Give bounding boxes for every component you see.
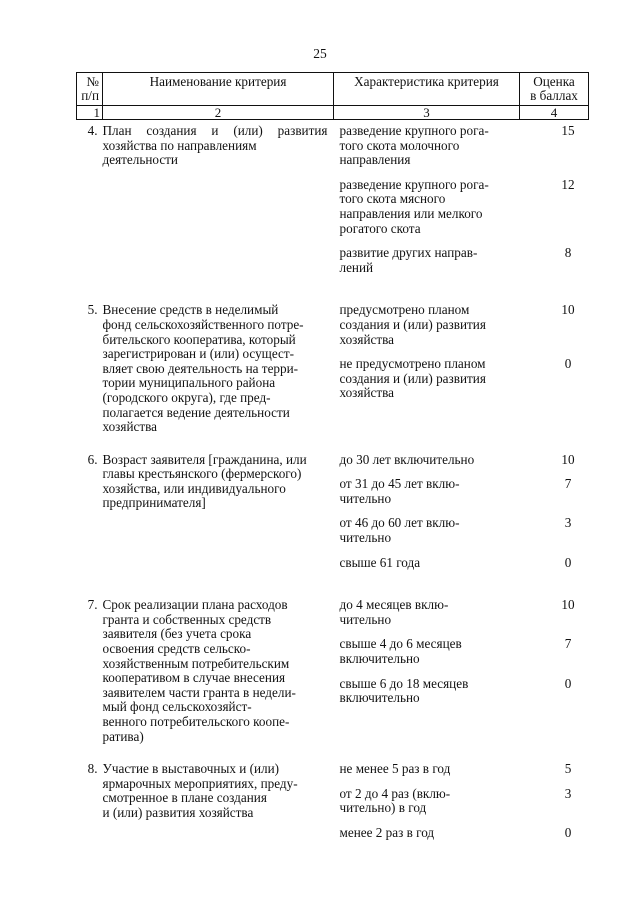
score-text: 5	[564, 761, 572, 777]
score-value	[548, 357, 589, 401]
score-text: 7	[564, 476, 572, 492]
criterion-name-line: и (или) развития хозяйства	[102, 804, 254, 820]
score-text: 3	[564, 515, 572, 531]
characteristic-line: создания и (или) развития	[339, 370, 486, 386]
criterion-characteristics	[334, 299, 520, 448]
criterion-characteristics	[334, 758, 520, 864]
criterion-name-line: бительского кооператива, который	[102, 331, 296, 347]
criterion-number: 5.	[87, 302, 98, 318]
header-score	[520, 73, 589, 106]
header-criterion-characteristic: Характеристика критерия	[334, 73, 520, 106]
header-criterion-name: Наименование критерия	[103, 73, 334, 106]
characteristic-line: направления или мелкого	[339, 205, 483, 221]
criterion-name-line: кооперативом в случае внесения	[102, 670, 286, 686]
criterion-characteristics	[334, 120, 520, 300]
score-text: 10	[561, 302, 575, 318]
score-value	[548, 762, 589, 777]
criterion-name-line: вляет свою деятельность на терри-	[102, 360, 299, 376]
column-number: 4	[520, 106, 589, 120]
score-value	[548, 637, 589, 666]
score-value	[548, 178, 589, 236]
criteria-table	[76, 72, 589, 865]
score-text: 15	[561, 123, 575, 138]
criterion-name-line: ярмарочных мероприятиях, преду-	[102, 775, 298, 791]
criterion-name-line: хозяйственным потребительским	[102, 655, 290, 671]
characteristic-line: свыше 61 года	[339, 554, 421, 570]
criterion-number: 8.	[87, 761, 98, 777]
characteristic-line: до 4 месяцев вклю-	[339, 597, 449, 613]
criterion-number: 7.	[87, 597, 98, 613]
characteristic-option	[340, 637, 516, 666]
criterion-scores	[520, 758, 589, 864]
page-number: 25	[313, 46, 327, 61]
criterion-name-line: заявителем части гранта в недели-	[102, 684, 296, 700]
table-row	[77, 299, 589, 448]
characteristic-option	[340, 556, 516, 571]
header-score-line2: в баллах	[530, 88, 578, 103]
criterion-name-line: заявителя (без учета срока	[102, 626, 252, 642]
criterion-scores	[520, 120, 589, 300]
criterion-name-line: Срок реализации плана расходов	[102, 597, 288, 613]
characteristic-line: разведение крупного рога-	[339, 176, 489, 192]
characteristic-line: от 2 до 4 раз (вклю-	[339, 785, 451, 801]
score-value	[548, 246, 589, 275]
characteristic-line: от 31 до 45 лет вклю-	[339, 476, 460, 492]
characteristic-option	[340, 516, 516, 545]
characteristic-option	[340, 762, 516, 777]
characteristic-line: свыше 4 до 6 месяцев	[339, 636, 462, 652]
score-text: 0	[564, 554, 572, 570]
characteristic-line: чительно	[339, 530, 392, 546]
criterion-name	[103, 449, 334, 595]
criterion-name-line: полагается ведение деятельности	[102, 404, 290, 420]
characteristic-line: направления	[339, 152, 411, 168]
characteristic-line: включительно	[339, 651, 420, 667]
table-row	[77, 449, 589, 595]
criterion-name	[103, 594, 334, 758]
characteristic-line: создания и (или) развития	[339, 316, 486, 332]
score-value	[548, 303, 589, 347]
characteristic-line: чительно	[339, 490, 392, 506]
criterion-name-line: деятельности	[102, 152, 178, 168]
characteristic-option	[340, 677, 516, 706]
score-text: 0	[564, 824, 572, 840]
criterion-name	[103, 299, 334, 448]
characteristic-line: не менее 5 раз в год	[339, 761, 451, 777]
column-number-row	[77, 106, 589, 120]
criterion-name-line: мый фонд сельскохозяйст-	[102, 699, 252, 715]
criterion-name-line: тории муниципального района	[102, 375, 276, 391]
criterion-name-line: венного потребительского коопе-	[102, 714, 290, 729]
criteria-rows	[77, 120, 589, 865]
score-value	[548, 677, 589, 706]
criterion-name	[103, 120, 334, 300]
criterion-name-line: гранта и собственных средств	[102, 611, 272, 627]
characteristic-line: от 46 до 60 лет вклю-	[339, 515, 460, 531]
table-row	[77, 758, 589, 864]
criterion-characteristics	[334, 594, 520, 758]
characteristic-option	[340, 787, 516, 816]
score-value	[548, 124, 589, 168]
characteristic-line: менее 2 раз в год	[339, 824, 435, 840]
score-text: 10	[561, 451, 575, 467]
characteristic-option	[340, 246, 516, 275]
characteristic-option	[340, 124, 516, 168]
criterion-name-line: фонд сельскохозяйственного потре-	[102, 316, 304, 332]
score-value	[548, 787, 589, 816]
criterion-name-line: предпринимателя]	[102, 495, 206, 511]
characteristic-option	[340, 826, 516, 841]
criterion-name-line: хозяйства	[102, 419, 158, 435]
criterion-characteristics	[334, 449, 520, 595]
score-text: 8	[564, 245, 572, 261]
criterion-name-line: План создания и (или) развития хозяйства по направлениям	[102, 123, 328, 153]
characteristic-line: чительно	[339, 611, 392, 627]
score-value	[548, 516, 589, 545]
characteristic-line: лений	[339, 259, 374, 275]
score-text: 10	[561, 597, 575, 613]
table-header-row	[77, 73, 589, 106]
criterion-scores	[520, 594, 589, 758]
table-row	[77, 594, 589, 758]
criterion-number: 4.	[87, 123, 98, 138]
criterion-name-line: Возраст заявителя [гражданина, или	[102, 451, 307, 467]
characteristic-line: хозяйства	[339, 385, 395, 401]
header-score-line1: Оценка	[533, 74, 575, 89]
characteristic-line: того скота молочного	[339, 137, 460, 153]
criterion-name	[103, 758, 334, 864]
column-number: 2	[103, 106, 334, 120]
criterion-name-line: хозяйства, или индивидуального	[102, 480, 286, 496]
characteristic-option	[340, 453, 516, 468]
score-text: 0	[564, 356, 572, 372]
criterion-name-line: (городского округа), где пред-	[102, 389, 271, 405]
characteristic-option	[340, 178, 516, 236]
criterion-scores	[520, 449, 589, 595]
score-text: 7	[564, 636, 572, 652]
score-value	[548, 477, 589, 506]
characteristic-line: чительно) в год	[339, 800, 427, 816]
characteristic-option	[340, 303, 516, 347]
score-value	[548, 556, 589, 571]
score-value	[548, 453, 589, 468]
criterion-scores	[520, 299, 589, 448]
score-text: 12	[561, 176, 575, 192]
table-row	[77, 120, 589, 300]
criterion-name-line: смотренное в плане создания	[102, 790, 267, 806]
score-value	[548, 598, 589, 627]
characteristic-line: включительно	[339, 690, 420, 706]
header-number	[77, 73, 103, 106]
characteristic-line: до 30 лет включительно	[339, 451, 475, 467]
characteristic-option	[340, 477, 516, 506]
column-number: 3	[334, 106, 520, 120]
characteristic-option	[340, 357, 516, 401]
characteristic-line: хозяйства	[339, 331, 395, 347]
characteristic-option	[340, 598, 516, 627]
criterion-name-line: зарегистрирован и (или) осущест-	[102, 346, 295, 362]
column-number: 1	[77, 106, 103, 120]
criterion-number: 6.	[87, 451, 98, 467]
criterion-name-line: Участие в выставочных и (или)	[102, 761, 280, 777]
characteristic-line: рогатого скота	[339, 220, 421, 236]
characteristic-line: предусмотрено планом	[339, 302, 470, 318]
header-number-line1: №	[86, 74, 99, 89]
score-text: 3	[564, 785, 572, 801]
criterion-name-line: Внесение средств в неделимый	[102, 302, 279, 318]
score-value	[548, 826, 589, 841]
score-text: 0	[564, 675, 572, 691]
criterion-name-line: ратива)	[102, 728, 144, 744]
characteristic-line: свыше 6 до 18 месяцев	[339, 675, 469, 691]
characteristic-line: того скота мясного	[339, 191, 446, 207]
criterion-name-line: главы крестьянского (фермерского)	[102, 466, 302, 482]
characteristic-line: разведение крупного рога-	[339, 123, 489, 138]
characteristic-line: развитие других направ-	[339, 245, 478, 261]
header-number-line2: п/п	[81, 88, 99, 103]
characteristic-line: не предусмотрено планом	[339, 356, 486, 372]
criterion-name-line: освоения средств сельско-	[102, 641, 251, 657]
